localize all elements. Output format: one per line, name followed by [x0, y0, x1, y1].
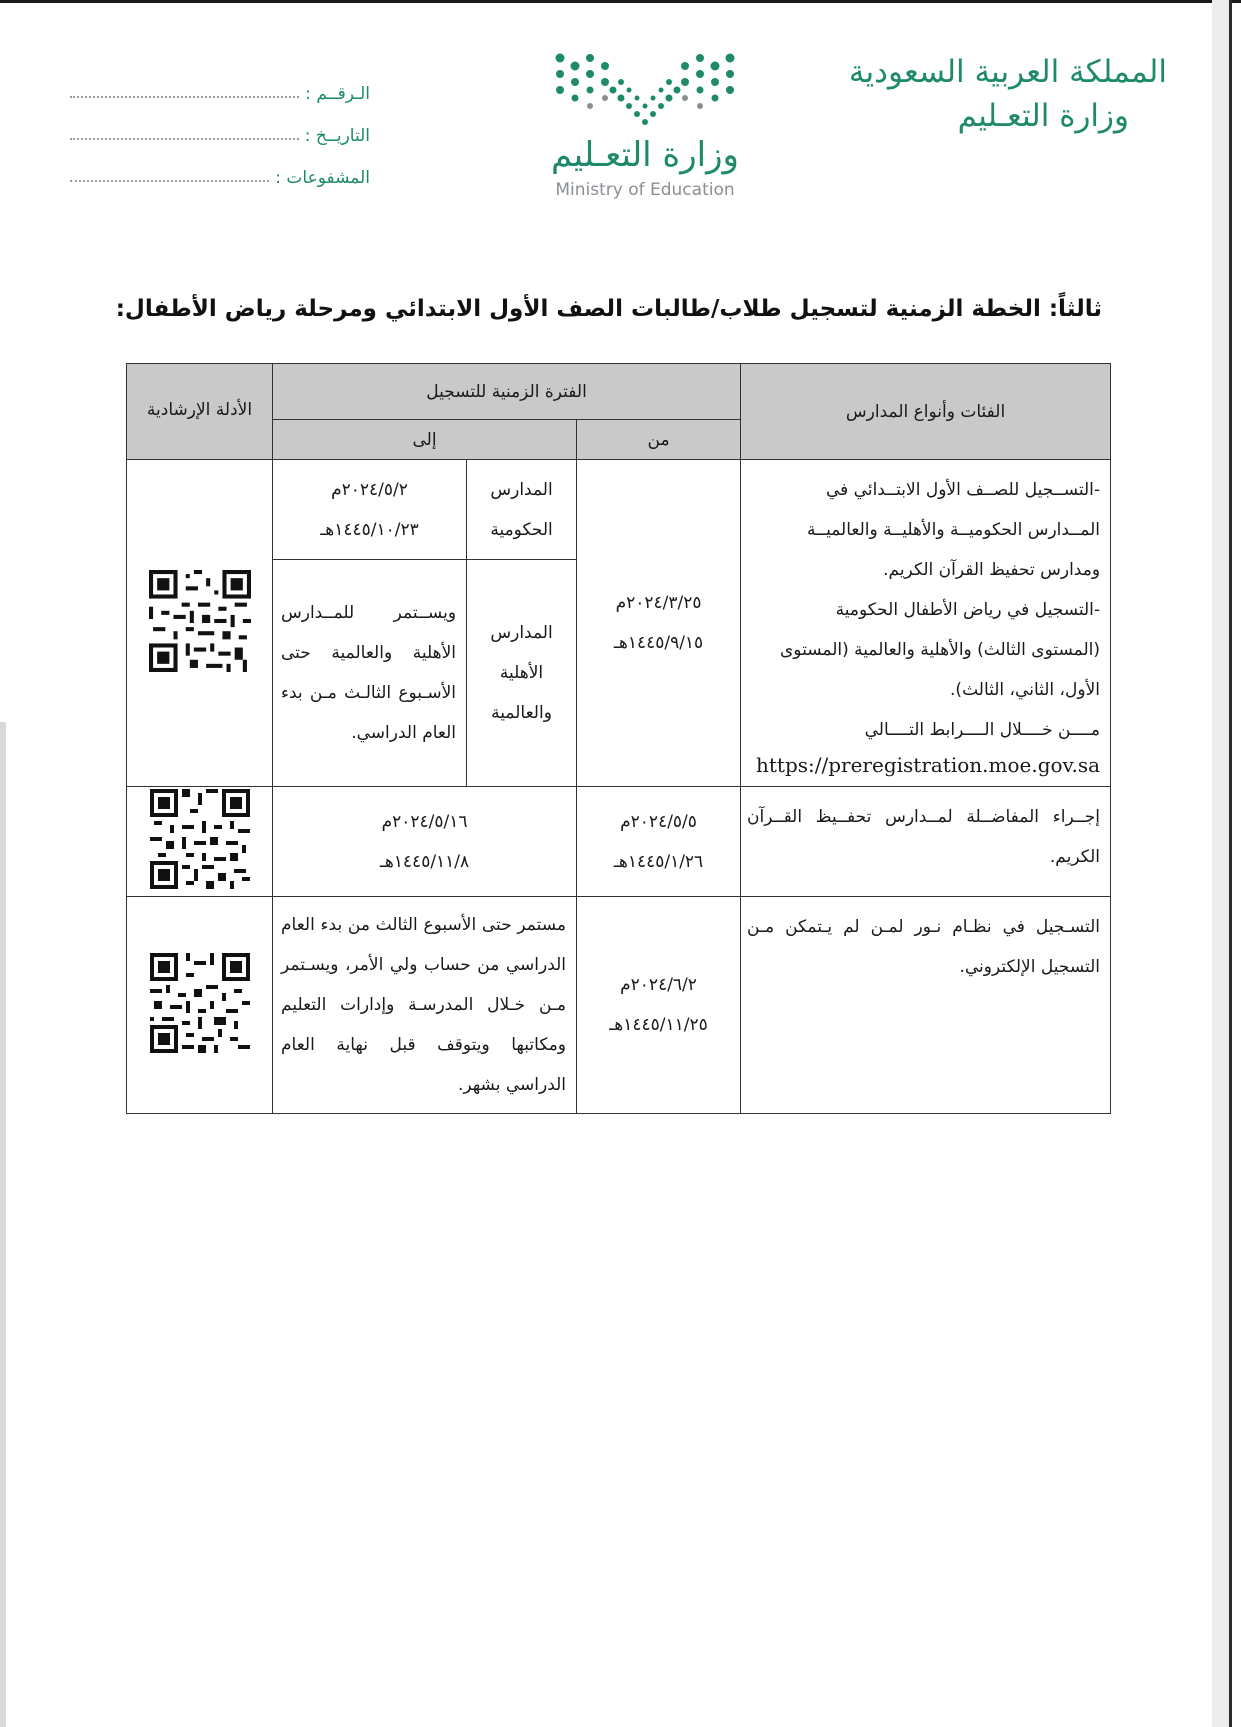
- row2-categories: إجــراء المفاضــلة لمــدارس تحفــيظ القــرآن الكريم.: [741, 787, 1111, 897]
- ministry-logo: [510, 52, 780, 222]
- logo-arabic-text: وزارة التعـليم: [551, 135, 739, 175]
- qr-code-graphic: [150, 789, 250, 889]
- row1-cat-line: ومدارس تحفيظ القرآن الكريم.: [883, 560, 1101, 580]
- row1-cat-line: -التســجيل للصــف الأول الابتــدائي في: [825, 480, 1101, 500]
- row1-gov-to: [273, 460, 467, 560]
- dots-logo-icon: [550, 52, 740, 128]
- qr-code-icon[interactable]: [150, 874, 250, 894]
- row3-guide-qr[interactable]: [127, 897, 273, 1114]
- number-field: [70, 62, 370, 104]
- kingdom-name: المملكة العربية السعودية: [848, 54, 1167, 90]
- row1-from-gregorian: ٢٠٢٤/٣/٢٥م: [615, 593, 702, 613]
- logo-english-text: Ministry of Education: [555, 180, 735, 200]
- row1-categories: [741, 460, 1111, 787]
- row3-from-hijri: ١٤٤٥/١١/٢٥هـ: [609, 1015, 708, 1035]
- row1-from-hijri: ١٤٤٥/٩/١٥هـ: [613, 633, 704, 653]
- registration-schedule-table: [126, 363, 1111, 1114]
- header-from: من: [577, 420, 741, 460]
- section-title: ثالثاً: الخطة الزمنية لتسجيل طلاب/طالبات الصف الأول الابتدائي ومرحلة رياض الأطفال:: [115, 296, 1102, 322]
- row1-private-type: المدارس الأهلية والعالمية: [467, 560, 577, 787]
- header-categories: الفئات وأنواع المدارس: [741, 364, 1111, 460]
- right-margin-shade: [1212, 0, 1229, 1727]
- attachments-field: [70, 146, 370, 188]
- header-guides: الأدلة الإرشادية: [127, 364, 273, 460]
- row1-cat-line: (المستوى الثالث) والأهلية والعالمية (المستوى: [779, 640, 1101, 660]
- ministry-name: وزارة التعـليم: [957, 98, 1129, 134]
- date-dots: [70, 138, 299, 140]
- row3-from-gregorian: ٢٠٢٤/٦/٢م: [620, 975, 697, 995]
- top-border: [0, 0, 1241, 3]
- header-to: إلى: [273, 420, 577, 460]
- row1-cat-line: المــدارس الحكوميــة والأهليــة والعالميــة: [807, 520, 1101, 540]
- qr-code-graphic: [149, 570, 251, 672]
- letterhead-right: [849, 54, 1167, 134]
- row3-from: [577, 897, 741, 1114]
- qr-code-icon[interactable]: [149, 657, 251, 677]
- left-scan-edge: [0, 722, 6, 1727]
- row1-gov-type: المدارس الحكومية: [467, 460, 577, 560]
- row1-cat-line: -التسجيل في رياض الأطفال الحكومية: [835, 600, 1101, 620]
- row1-cat-line: مــــن خــــلال الــــرابط التــــالي: [864, 720, 1101, 740]
- row3-categories: التسـجيل في نظـام نـور لمـن لم يـتمكن مـن التسجيل الإلكتروني.: [741, 897, 1111, 1114]
- row1-from: [577, 460, 741, 787]
- row1-private-to: ويســتمر للمــدارس الأهلية والعالمية حتى الأسـبوع الثالـث مـن بدء العام الدراسي.: [273, 560, 467, 787]
- row1-gov-to-gregorian: ٢٠٢٤/٥/٢م: [331, 479, 408, 500]
- row2-to: [273, 787, 577, 897]
- number-label: الـرقــم :: [305, 84, 370, 104]
- qr-code-graphic: [150, 953, 250, 1053]
- row2-from-gregorian: ٢٠٢٤/٥/٥م: [620, 811, 697, 832]
- row1-guide-qr[interactable]: [127, 460, 273, 787]
- right-border: [1229, 0, 1232, 1727]
- row2-to-hijri: ١٤٤٥/١١/٨هـ: [379, 851, 470, 872]
- date-label: التاريــخ :: [304, 126, 370, 146]
- registration-link[interactable]: https://preregistration.moe.gov.sa: [755, 753, 1101, 777]
- attachments-label: المشفوعات :: [275, 168, 370, 188]
- row2-guide-qr[interactable]: [127, 787, 273, 897]
- attachments-dots: [70, 180, 269, 182]
- number-dots: [70, 96, 299, 98]
- header-period: الفترة الزمنية للتسجيل: [273, 364, 741, 420]
- row2-to-gregorian: ٢٠٢٤/٥/١٦م: [381, 811, 468, 832]
- row3-to: مستمر حتى الأسبوع الثالث من بدء العام الدراسي من حساب ولي الأمر، ويسـتمر مـن خـلال المدرسـة وإدارات التعليم ومكاتبها ويتوقف قبل نهاية العام الدراسي بشهر.: [273, 897, 577, 1114]
- date-field: [70, 104, 370, 146]
- qr-code-icon[interactable]: [150, 1038, 250, 1058]
- row2-from-hijri: ١٤٤٥/١/٢٦هـ: [613, 851, 704, 872]
- row1-gov-to-hijri: ١٤٤٥/١٠/٢٣هـ: [320, 519, 419, 540]
- row1-cat-line: الأول، الثاني، الثالث).: [950, 680, 1101, 700]
- letterhead-fields: [70, 62, 370, 188]
- row2-from: [577, 787, 741, 897]
